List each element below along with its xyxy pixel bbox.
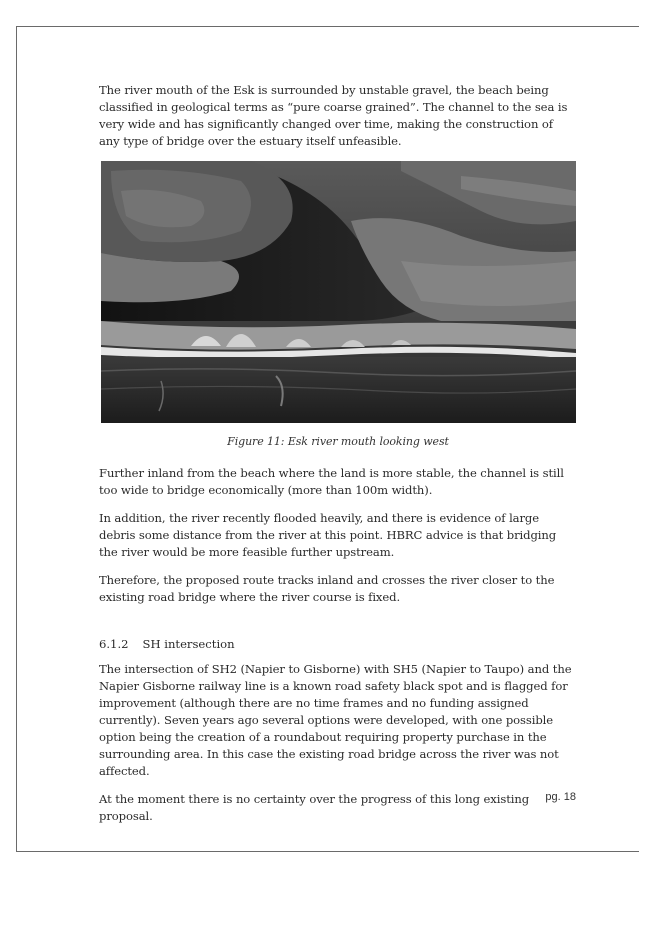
paragraph-intersection: The intersection of SH2 (Napier to Gisborne) with SH5 (Napier to Taupo) and the Napier Gisborne railway line is a known road safety black spot and is flagged for improvement (although there are no time frames and no funding assigned currently). Seven years ago several options were developed, with one possible option being the creation of a roundabout requiring property purchase in the surrounding area. In this case the existing road bridge across the river was not affected. bbox=[99, 662, 572, 778]
paragraph-proposed-route: Therefore, the proposed route tracks inland and crosses the river closer to the existing road bridge where the river course is fixed. bbox=[99, 573, 555, 604]
section-title: SH intersection bbox=[142, 637, 235, 651]
section-heading bbox=[99, 636, 577, 653]
document-body bbox=[99, 82, 577, 836]
paragraph-flooding: In addition, the river recently flooded heavily, and there is evidence of large debris some distance from the river at this point. HBRC advice is that bridging the river would be more feasible further upstream. bbox=[99, 511, 557, 559]
section-number: 6.1.2 bbox=[99, 637, 129, 651]
esk-river-mouth-photo bbox=[101, 161, 576, 423]
aerial-photo-graphic bbox=[101, 161, 576, 423]
paragraph-no-certainty: At the moment there is no certainty over the progress of this long existing proposal. bbox=[99, 792, 530, 823]
figure-caption: Figure 11: Esk river mouth looking west bbox=[227, 435, 449, 448]
paragraph-inland-channel: Further inland from the beach where the land is more stable, the channel is still too wide to bridge economically (more than 100m width). bbox=[99, 466, 564, 497]
page-number: pg. 18 bbox=[545, 791, 576, 803]
paragraph-river-mouth: The river mouth of the Esk is surrounded by unstable gravel, the beach being classified in geological terms as “pure coarse grained”. The channel to the sea is very wide and has significantly changed over time, making the construction of any type of bridge over the estuary itself unfeasible. bbox=[99, 83, 568, 148]
